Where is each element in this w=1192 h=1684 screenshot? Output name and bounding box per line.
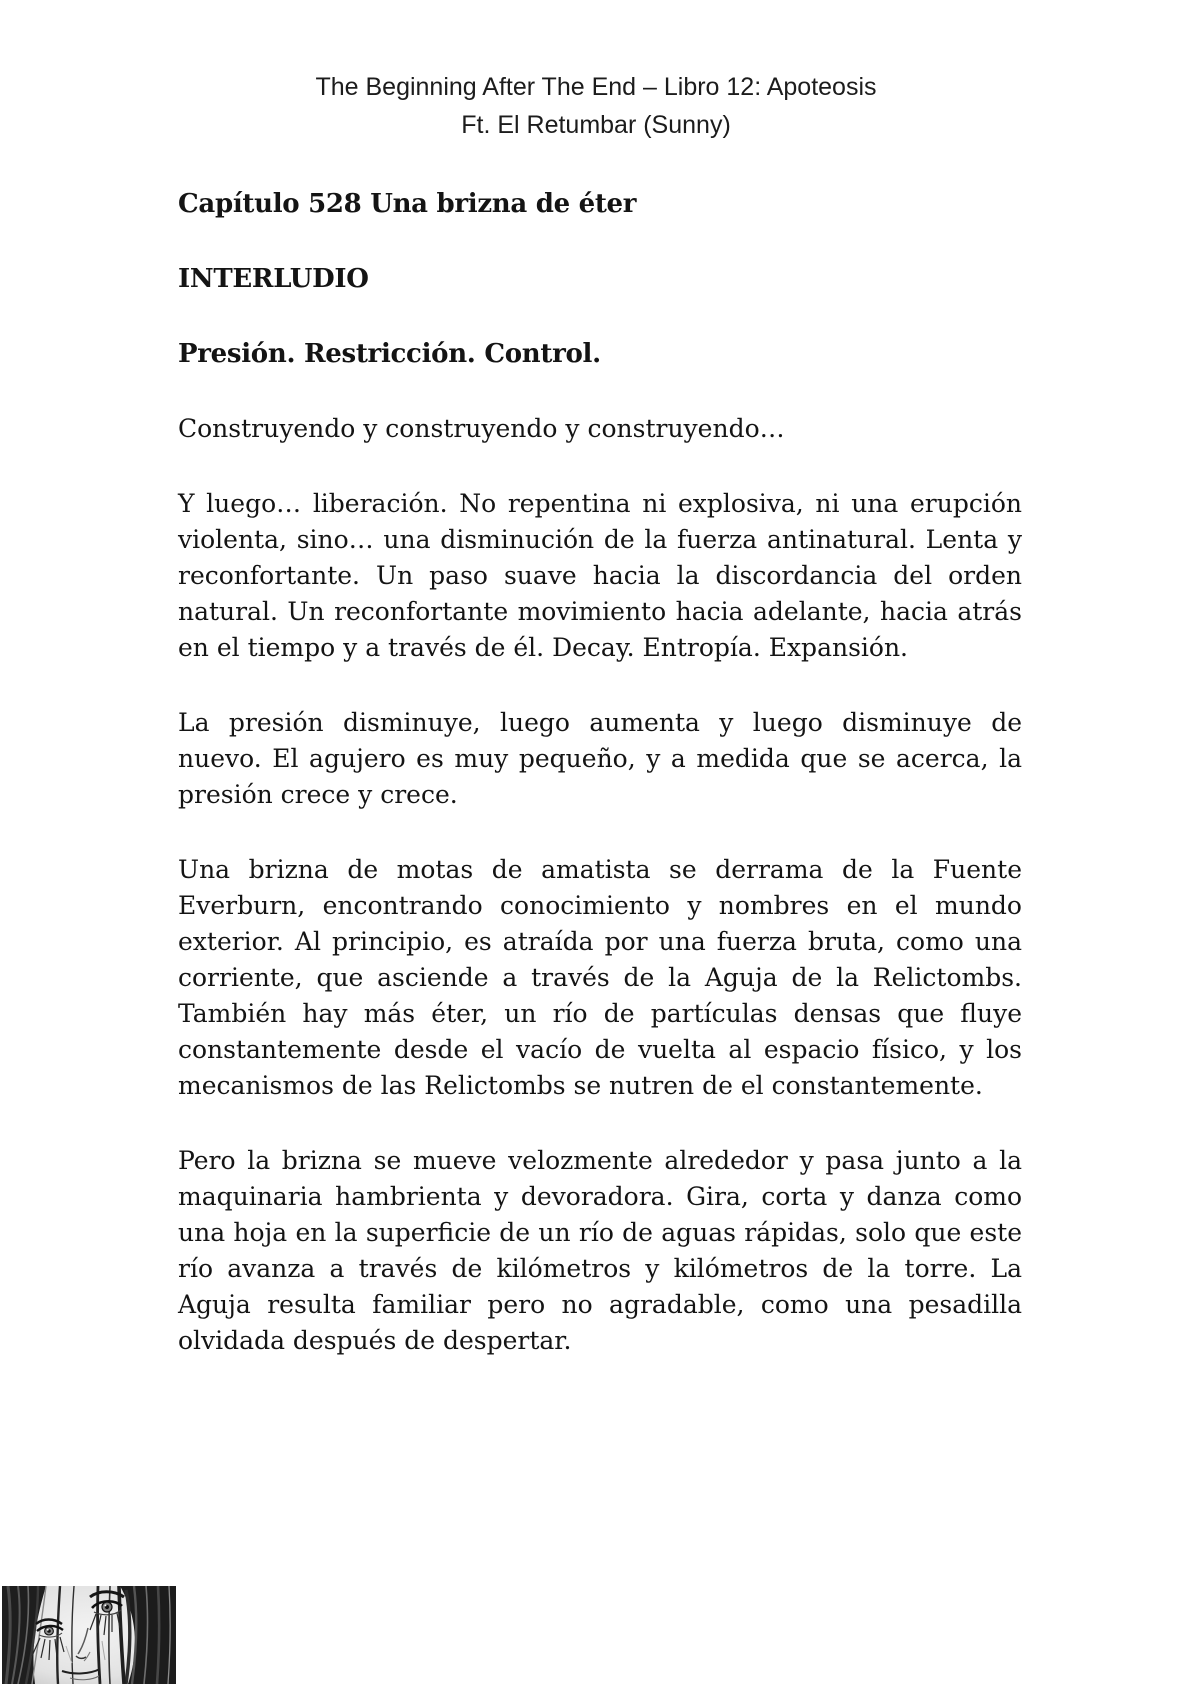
header-title: The Beginning After The End – Libro 12: Apoteosis [315, 73, 877, 101]
paragraph: La presión disminuye, luego aumenta y luego disminuye de nuevo. El agujero es muy pequeño, y a medida que se acerca, la presión crece y crece. [178, 708, 1022, 809]
chapter-heading: Capítulo 528 Una brizna de éter [178, 189, 637, 219]
paragraph: Y luego… liberación. No repentina ni explosiva, ni una erupción violenta, sino… una disminución de la fuerza antinatural. Lenta y reconfortante. Un paso suave hacia la discordancia del orden natural. Un reconfortante movimiento hacia adelante, hacia atrás en el tiempo y a través de él. Decay. Entropía. Expansión. [178, 489, 1022, 662]
header-subtitle: Ft. El Retumbar (Sunny) [461, 111, 731, 139]
paragraph: Construyendo y construyendo y construyendo… [178, 414, 785, 443]
manga-face-illustration [2, 1586, 176, 1684]
running-header [96, 68, 1096, 144]
document-body [178, 186, 1022, 1398]
paragraph: Pero la brizna se mueve velozmente alrededor y pasa junto a la maquinaria hambrienta y devoradora. Gira, corta y danza como una hoja en la superficie de un río de aguas rápidas, solo que este río avanza a través de kilómetros y kilómetros de la torre. La Aguja resulta familiar pero no agradable, como una pesadilla olvidada después de despertar. [178, 1146, 1022, 1355]
interlude-heading: INTERLUDIO [178, 264, 369, 294]
mantra-heading: Presión. Restricción. Control. [178, 339, 601, 369]
paragraph: Una brizna de motas de amatista se derrama de la Fuente Everburn, encontrando conocimiento y nombres en el mundo exterior. Al principio, es atraída por una fuerza bruta, como una corriente, que asciende a través de la Aguja de la Relictombs. También hay más éter, un río de partículas densas que fluye constantemente desde el vacío de vuelta al espacio físico, y los mecanismos de las Relictombs se nutren de el constantemente. [178, 855, 1022, 1100]
